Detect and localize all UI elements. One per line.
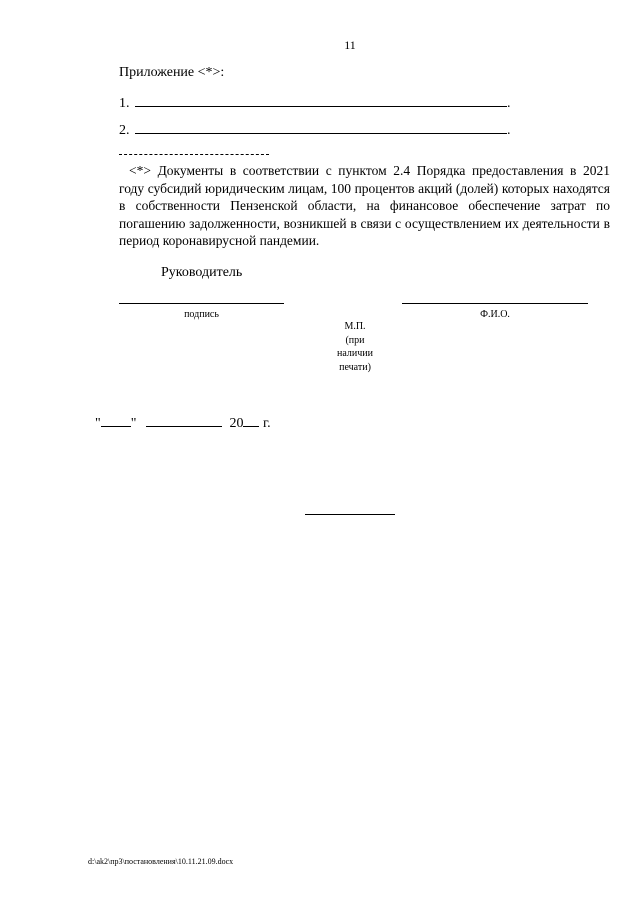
day-blank [101,414,131,427]
appendix-item-1 [119,93,511,112]
name-line [402,303,588,304]
appendix-item-number: 2. [119,123,130,138]
footnote-line: <*> Документы в соответствии с пунктом 2.4 Порядка предоставления в 2021 [129,163,610,178]
signature-caption: подпись [184,309,219,320]
signature-line [119,303,284,304]
footnote-line: погашению задолженности, возникшей в связи с осуществлением их деятельности в [119,215,610,231]
head-label: Руководитель [161,265,243,280]
stamp-placeholder [315,320,395,374]
footnote [119,162,610,250]
appendix-item-number: 1. [119,96,130,111]
appendix-item-end: . [507,123,511,138]
date-close-quote: " [130,416,137,431]
closing-rule [305,514,395,515]
year-prefix: 20 [229,416,244,431]
footnote-line: в собственности Пензенской области, на финансовое обеспечение затрат по [119,198,610,213]
blank-line [135,93,507,107]
stamp-line: М.П. [344,321,366,332]
stamp-line: наличии [337,348,373,359]
date-suffix: г. [259,416,271,431]
month-blank [146,414,222,427]
appendix-title: Приложение <*>: [119,65,225,80]
page-number: 11 [344,38,356,52]
date-open-quote: " [95,416,101,431]
blank-line [135,120,507,134]
file-path: d:\ak2\пр3\постановления\10.11.21.09.docx [88,857,234,866]
date-line [95,414,271,432]
footnote-line: период коронавирусной пандемии. [119,233,320,248]
appendix-item-end: . [507,96,511,111]
appendix-item-2 [119,120,511,139]
year-blank [243,414,259,427]
name-caption: Ф.И.О. [480,309,510,320]
footnote-line: году субсидий юридическим лицам, 100 процентов акций (долей) которых находятся [119,180,610,196]
footnote-separator [119,154,269,155]
stamp-line: (при [345,334,365,346]
stamp-line: печати) [339,361,371,373]
